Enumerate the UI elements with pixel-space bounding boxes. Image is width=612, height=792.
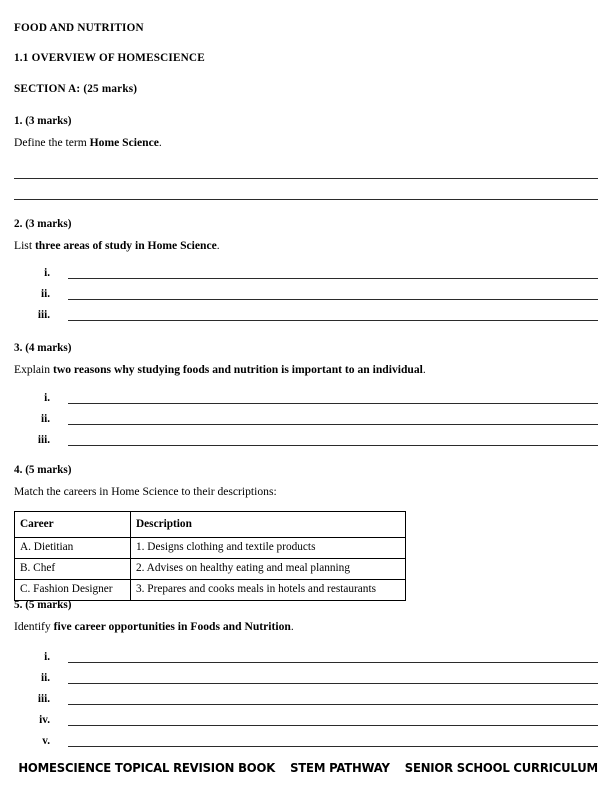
answer-label: iii. (37, 693, 50, 705)
table-row (15, 538, 406, 559)
question-3-prompt-plain: Explain (14, 363, 53, 376)
question-1-prompt-plain: Define the term (14, 136, 90, 149)
section-marks-label: SECTION A: (25 marks) (14, 83, 138, 95)
table-row (15, 559, 406, 580)
answer-rule[interactable] (14, 178, 598, 179)
question-2-number: 2. (3 marks) (14, 218, 72, 230)
answer-row[interactable] (14, 392, 598, 413)
answer-row[interactable] (14, 413, 598, 434)
answer-write-line[interactable] (68, 278, 598, 279)
question-3-prompt-tail: . (422, 363, 426, 376)
question-1-prompt-tail: . (158, 136, 162, 149)
answer-write-line[interactable] (68, 662, 598, 663)
question-2-prompt-bold: three areas of study in Home Science (34, 239, 217, 252)
answer-write-line[interactable] (68, 424, 598, 425)
description-cell: 1. Designs clothing and textile products (131, 538, 406, 559)
column-header-description: Description (131, 512, 406, 538)
career-cell: C. Fashion Designer (15, 580, 131, 601)
answer-row[interactable] (14, 693, 598, 714)
description-cell: 3. Prepares and cooks meals in hotels and restaurants (131, 580, 406, 601)
answer-label: iii. (37, 434, 50, 446)
question-5-number: 5. (5 marks) (14, 599, 72, 611)
footer-pathway: STEM PATHWAY (290, 760, 390, 775)
question-3-number: 3. (4 marks) (14, 342, 72, 354)
question-4-number: 4. (5 marks) (14, 464, 72, 476)
footer-book-title: HOMESCIENCE TOPICAL REVISION BOOK (18, 760, 276, 775)
answer-row[interactable] (14, 309, 598, 330)
question-2-prompt-tail: . (216, 239, 220, 252)
answer-rule[interactable] (14, 199, 598, 200)
career-cell: A. Dietitian (15, 538, 131, 559)
answer-row[interactable] (14, 651, 598, 672)
answer-label: i. (44, 651, 50, 663)
table-header-row (15, 512, 406, 538)
answer-write-line[interactable] (68, 320, 598, 321)
question-5 (14, 598, 598, 634)
answer-label: v. (42, 735, 50, 747)
answer-label: i. (44, 267, 50, 279)
answer-label: iv. (39, 714, 50, 726)
answer-row[interactable] (14, 267, 598, 288)
question-2 (14, 217, 598, 253)
question-1-prompt (14, 135, 598, 150)
career-cell: B. Chef (15, 559, 131, 580)
answer-row[interactable] (14, 735, 598, 756)
answer-write-line[interactable] (68, 725, 598, 726)
answer-write-line[interactable] (68, 746, 598, 747)
answer-row[interactable] (14, 434, 598, 455)
question-4-prompt (14, 484, 598, 499)
answer-label: ii. (40, 413, 50, 425)
question-3-prompt (14, 362, 598, 377)
document-title: FOOD AND NUTRITION (14, 22, 144, 34)
question-3 (14, 341, 598, 377)
question-2-prompt (14, 238, 598, 253)
answer-label: i. (44, 392, 50, 404)
footer-curriculum: SENIOR SCHOOL CURRICULUM (404, 760, 598, 775)
answer-label: iii. (37, 309, 50, 321)
question-5-prompt-plain: Identify (14, 620, 54, 633)
question-1 (14, 114, 598, 150)
section-heading: 1.1 OVERVIEW OF HOMESCIENCE (14, 52, 205, 64)
question-1-prompt-bold: Home Science (89, 136, 159, 149)
answer-row[interactable] (14, 714, 598, 735)
question-1-number: 1. (3 marks) (14, 115, 72, 127)
page-footer (18, 760, 598, 775)
answer-row[interactable] (14, 288, 598, 309)
question-4 (14, 463, 598, 499)
answer-write-line[interactable] (68, 683, 598, 684)
description-cell: 2. Advises on healthy eating and meal planning (131, 559, 406, 580)
answer-write-line[interactable] (68, 445, 598, 446)
question-5-prompt (14, 619, 598, 634)
question-2-prompt-plain: List (14, 239, 35, 252)
question-3-prompt-bold: two reasons why studying foods and nutrition is important to an individual (52, 363, 423, 376)
answer-write-line[interactable] (68, 704, 598, 705)
question-5-prompt-bold: five career opportunities in Foods and Nutrition (53, 620, 291, 633)
question-4-prompt-plain: Match the careers in Home Science to their descriptions: (14, 485, 277, 498)
answer-label: ii. (40, 288, 50, 300)
answer-write-line[interactable] (68, 299, 598, 300)
career-match-table (14, 511, 406, 601)
question-5-prompt-tail: . (290, 620, 294, 633)
answer-label: ii. (40, 672, 50, 684)
answer-write-line[interactable] (68, 403, 598, 404)
column-header-career: Career (15, 512, 131, 538)
answer-row[interactable] (14, 672, 598, 693)
